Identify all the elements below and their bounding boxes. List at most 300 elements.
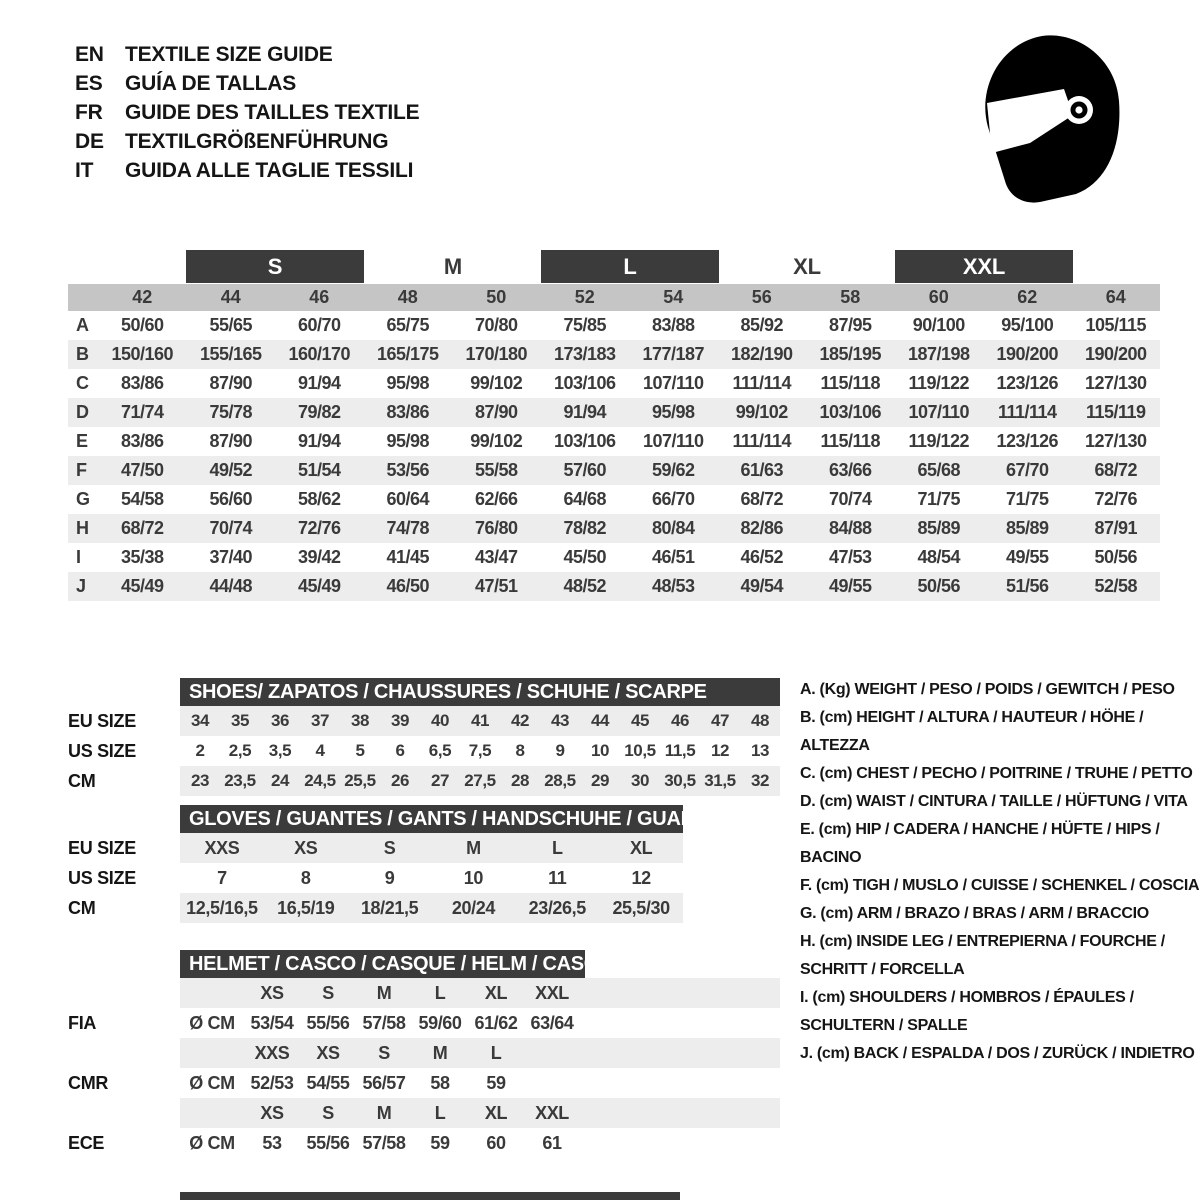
shoes-size-table xyxy=(68,678,780,796)
size-cell: 27,5 xyxy=(464,771,496,790)
table-row xyxy=(68,340,1160,369)
measurement-cell: 83/88 xyxy=(651,315,695,335)
measurement-cell: 57/60 xyxy=(563,460,607,480)
measurement-cell: 48/52 xyxy=(563,576,607,596)
helmet-section-title: HELMET / CASCO / CASQUE / HELM / CASCO xyxy=(180,950,585,978)
size-cell: 40 xyxy=(430,711,450,730)
measurement-cell: 165/175 xyxy=(376,344,439,364)
measurement-cell: 76/80 xyxy=(474,518,518,538)
measurement-cell: 72/76 xyxy=(1094,489,1138,509)
size-cell: 34 xyxy=(190,711,210,730)
size-cell: 23,5 xyxy=(224,771,256,790)
measurement-cell: 107/110 xyxy=(908,402,970,422)
measurement-cell: 127/130 xyxy=(1084,373,1147,393)
section-title-row xyxy=(68,805,712,833)
legend-item: F. (cm) TIGH / MUSLO / CUISSE / SCHENKEL / COSCIA xyxy=(800,877,1200,894)
measurement-cell: 85/89 xyxy=(1005,518,1049,538)
table-row xyxy=(68,398,1160,427)
measurement-cell: 49/55 xyxy=(828,576,872,596)
measurement-cell: 160/170 xyxy=(288,344,351,364)
helmet-value-row xyxy=(68,1008,780,1038)
measurement-cell: 75/85 xyxy=(563,315,607,335)
helmet-value-row xyxy=(68,1128,780,1158)
measurement-cell: 60/70 xyxy=(297,315,341,335)
size-cell: 11 xyxy=(548,867,567,888)
row-letter: G xyxy=(76,489,90,509)
measurement-cell: 63/66 xyxy=(828,460,872,480)
measurement-cell: 70/74 xyxy=(828,489,872,509)
table-row xyxy=(68,427,1160,456)
size-cell: 31,5 xyxy=(704,771,736,790)
measurement-cell: 65/75 xyxy=(386,315,430,335)
measurement-cell: 58/62 xyxy=(297,489,341,509)
measurement-cell: 71/74 xyxy=(120,402,164,422)
size-group-label: S xyxy=(186,250,364,283)
row-label: CM xyxy=(68,770,96,791)
measurement-cell: 91/94 xyxy=(297,431,341,451)
helmet-size-header-row xyxy=(68,978,780,1008)
row-letter: B xyxy=(76,344,89,364)
measurement-cell: 68/72 xyxy=(120,518,164,538)
helmet-size-cell: 59 xyxy=(486,1072,506,1093)
measurement-cell: 41/45 xyxy=(386,547,430,567)
size-cell: 4 xyxy=(315,741,325,760)
measurement-cell: 52/58 xyxy=(1094,576,1138,596)
row-label-spacer xyxy=(68,1098,180,1128)
size-cell: 28,5 xyxy=(544,771,576,790)
size-cell: 12,5/16,5 xyxy=(186,897,258,918)
measurement-cell: 43/47 xyxy=(474,547,518,567)
row-cells xyxy=(180,863,683,893)
measurement-cell: 95/98 xyxy=(386,373,430,393)
row-letter: J xyxy=(76,576,86,596)
language-row xyxy=(75,69,419,98)
language-row xyxy=(75,98,419,127)
language-code: IT xyxy=(75,158,94,182)
measurement-cell: 80/84 xyxy=(651,518,695,538)
measurement-cell: 51/54 xyxy=(297,460,341,480)
helmet-size-label: M xyxy=(376,1102,392,1123)
helmet-size-cell: 53 xyxy=(262,1132,282,1153)
table-row xyxy=(68,485,1160,514)
size-cell: 11,5 xyxy=(664,741,696,760)
measurement-cell: 68/72 xyxy=(1094,460,1138,480)
measurement-cell: 60/64 xyxy=(386,489,430,509)
row-letter: I xyxy=(76,547,81,567)
helmet-size-label: M xyxy=(376,982,392,1003)
table-row xyxy=(68,893,683,923)
measurement-cell: 87/90 xyxy=(209,431,253,451)
size-cell: 9 xyxy=(384,867,395,888)
helmet-size-cell: 60 xyxy=(486,1132,506,1153)
measurement-cell: 75/78 xyxy=(209,402,253,422)
size-cell: 3,5 xyxy=(268,741,292,760)
size-cell: 25,5/30 xyxy=(612,897,670,918)
size-cell: 6,5 xyxy=(428,741,452,760)
measurement-cell: 87/90 xyxy=(209,373,253,393)
measurement-cell: 59/62 xyxy=(651,460,695,480)
measurement-cell: 83/86 xyxy=(120,373,164,393)
size-cell: 39 xyxy=(390,711,410,730)
measurement-cell: 115/118 xyxy=(820,431,881,451)
size-cell: 7 xyxy=(217,867,227,888)
size-cell: 26 xyxy=(390,771,410,790)
table-row xyxy=(68,863,683,893)
measurement-cell: 99/102 xyxy=(470,431,523,451)
numeric-size: 58 xyxy=(840,287,861,307)
row-cells xyxy=(180,1098,780,1128)
row-cells xyxy=(180,736,780,766)
measurement-cell: 48/53 xyxy=(651,576,695,596)
size-cell: 10 xyxy=(463,867,484,888)
legend-item: A. (Kg) WEIGHT / PESO / POIDS / GEWITCH / PESO xyxy=(800,681,1175,698)
size-cell: 30,5 xyxy=(664,771,696,790)
guide-title: TEXTILE SIZE GUIDE xyxy=(125,42,333,66)
size-cell: 41 xyxy=(470,711,490,730)
measurement-cell: 44/48 xyxy=(209,576,253,596)
language-code: ES xyxy=(75,71,103,95)
language-row xyxy=(75,40,419,69)
measurement-cell: 185/195 xyxy=(819,344,882,364)
measurement-cell: 46/52 xyxy=(740,547,784,567)
helmet-size-cell: 63/64 xyxy=(530,1012,574,1033)
measurement-cell: 46/51 xyxy=(651,547,695,567)
row-cells xyxy=(180,978,780,1008)
measurement-cell: 95/98 xyxy=(386,431,430,451)
numeric-size: 42 xyxy=(132,287,153,307)
size-cell: XXS xyxy=(204,837,240,858)
row-letter: D xyxy=(76,402,89,422)
measurement-cell: 87/91 xyxy=(1094,518,1138,538)
helmet-size-label: S xyxy=(378,1042,390,1063)
size-cell: 8 xyxy=(300,867,311,888)
size-cell: 24 xyxy=(270,771,290,790)
measurement-cell: 103/106 xyxy=(819,402,882,422)
diameter-unit-label: Ø CM xyxy=(189,1012,235,1033)
numeric-size: 48 xyxy=(397,287,418,307)
row-letter: F xyxy=(76,460,87,480)
visor-pivot-center xyxy=(1075,106,1082,113)
legend-item: B. (cm) HEIGHT / ALTURA / HAUTEUR / HÖHE / ALTEZZA xyxy=(800,709,1144,754)
helmet-size-cell: 56/57 xyxy=(362,1072,406,1093)
legend-item: C. (cm) CHEST / PECHO / POITRINE / TRUHE / PETTO xyxy=(800,765,1193,782)
size-cell: 16,5/19 xyxy=(277,897,335,918)
helmet-size-label: L xyxy=(490,1042,502,1063)
measurement-cell: 62/66 xyxy=(474,489,518,509)
size-cell: 12 xyxy=(710,741,730,760)
measurement-cell: 50/56 xyxy=(1094,547,1138,567)
language-code: DE xyxy=(75,129,104,153)
size-cell: S xyxy=(383,837,396,858)
row-cells xyxy=(180,893,683,923)
helmet-standard-label: CMR xyxy=(68,1072,109,1093)
measurement-cell: 35/38 xyxy=(120,547,164,567)
measurement-cell: 123/126 xyxy=(996,373,1059,393)
helmet-size-cell: 57/58 xyxy=(362,1132,406,1153)
measurement-cell: 107/110 xyxy=(642,431,704,451)
language-code: EN xyxy=(75,42,104,66)
legend-item: G. (cm) ARM / BRAZO / BRAS / ARM / BRACCIO xyxy=(800,905,1149,922)
measurement-cell: 70/80 xyxy=(474,315,518,335)
legend-item: I. (cm) SHOULDERS / HOMBROS / ÉPAULES / SCHULTERN / SPALLE xyxy=(800,989,1134,1034)
measurement-cell: 71/75 xyxy=(1005,489,1049,509)
measurement-cell: 95/98 xyxy=(651,402,695,422)
measurement-cell: 45/49 xyxy=(297,576,341,596)
measurement-cell: 47/53 xyxy=(828,547,872,567)
measurement-cell: 47/51 xyxy=(474,576,518,596)
helmet-size-cell: 55/56 xyxy=(306,1012,350,1033)
size-cell: 24,5 xyxy=(304,771,336,790)
measurement-cell: 71/75 xyxy=(917,489,961,509)
table-row xyxy=(68,572,1160,601)
measurement-cell: 119/122 xyxy=(908,373,970,393)
measurement-cell: 74/78 xyxy=(386,518,430,538)
measurement-cell: 187/198 xyxy=(907,344,970,364)
helmet-size-label: XXL xyxy=(535,982,569,1003)
table-row xyxy=(68,833,683,863)
measurement-cell: 123/126 xyxy=(996,431,1059,451)
measurement-cell: 66/70 xyxy=(651,489,695,509)
row-cells xyxy=(180,1128,780,1158)
gloves-size-table xyxy=(68,805,712,923)
row-label-spacer xyxy=(68,978,180,1008)
size-cell: 47 xyxy=(710,711,730,730)
numeric-size: 44 xyxy=(220,287,241,307)
size-cell: 35 xyxy=(230,711,250,730)
measurement-cell: 54/58 xyxy=(120,489,164,509)
helmet-size-cell: 59 xyxy=(430,1132,450,1153)
textile-size-table xyxy=(68,250,1160,601)
measurement-cell: 115/118 xyxy=(820,373,881,393)
measurement-cell: 107/110 xyxy=(642,373,704,393)
table-row xyxy=(68,706,780,736)
guide-title: GUÍA DE TALLAS xyxy=(125,71,297,95)
section-title-row xyxy=(68,950,780,978)
table-row xyxy=(68,369,1160,398)
size-cell: 5 xyxy=(355,741,365,760)
row-letter: A xyxy=(76,315,89,335)
row-label-spacer xyxy=(68,1038,180,1068)
numeric-size: 64 xyxy=(1105,287,1126,307)
measurement-cell: 84/88 xyxy=(828,518,872,538)
size-cell: 48 xyxy=(750,711,770,730)
row-label: EU SIZE xyxy=(68,837,136,858)
measurement-cell: 170/180 xyxy=(465,344,528,364)
numeric-size: 54 xyxy=(663,287,684,307)
measurement-cell: 115/119 xyxy=(1085,402,1146,422)
size-cell: 9 xyxy=(555,741,565,760)
measurement-cell: 95/100 xyxy=(1001,315,1054,335)
size-cell: XL xyxy=(629,837,653,858)
measurement-cell: 67/70 xyxy=(1005,460,1049,480)
measurement-cell: 127/130 xyxy=(1084,431,1147,451)
measurement-cell: 182/190 xyxy=(730,344,793,364)
measurement-cell: 70/74 xyxy=(209,518,253,538)
measurement-cell: 111/114 xyxy=(732,373,792,393)
size-group-label: XXL xyxy=(895,250,1073,283)
helmet-standard-label: FIA xyxy=(68,1012,97,1033)
table-row xyxy=(68,311,1160,340)
guide-title: GUIDA ALLE TAGLIE TESSILI xyxy=(125,158,414,182)
helmet-size-label: S xyxy=(322,1102,334,1123)
language-row xyxy=(75,156,419,185)
numeric-size: 52 xyxy=(574,287,595,307)
guide-title: TEXTILGRÖßENFÜHRUNG xyxy=(125,129,389,153)
measurement-cell: 150/160 xyxy=(111,344,174,364)
measurement-cell: 111/114 xyxy=(997,402,1057,422)
numeric-size: 62 xyxy=(1017,287,1038,307)
table-row xyxy=(68,456,1160,485)
language-title-list xyxy=(75,40,419,185)
shoes-section-title: SHOES/ ZAPATOS / CHAUSSURES / SCHUHE / SCARPE xyxy=(180,678,780,706)
measurement-cell: 49/52 xyxy=(209,460,253,480)
measurement-cell: 85/92 xyxy=(740,315,784,335)
helmet-size-label: M xyxy=(432,1042,448,1063)
size-cell: 45 xyxy=(630,711,650,730)
language-row xyxy=(75,127,419,156)
size-cell: 43 xyxy=(550,711,570,730)
measurement-cell: 155/165 xyxy=(199,344,262,364)
size-cell: 36 xyxy=(270,711,290,730)
measurement-cell: 48/54 xyxy=(917,547,961,567)
helmet-size-label: S xyxy=(322,982,334,1003)
legend-item: H. (cm) INSIDE LEG / ENTREPIERNA / FOURCHE / SCHRITT / FORCELLA xyxy=(800,933,1165,978)
measurement-cell: 72/76 xyxy=(297,518,341,538)
helmet-size-cell: 54/55 xyxy=(306,1072,350,1093)
measurement-cell: 61/63 xyxy=(740,460,784,480)
size-group-label: L xyxy=(541,250,719,283)
size-cell: 23 xyxy=(190,771,210,790)
numeric-size: 50 xyxy=(486,287,507,307)
guide-title: GUIDE DES TAILLES TEXTILE xyxy=(125,100,420,124)
helmet-size-cell: 61 xyxy=(542,1132,562,1153)
row-letter: C xyxy=(76,373,89,393)
legend-item: D. (cm) WAIST / CINTURA / TAILLE / HÜFTUNG / VITA xyxy=(800,793,1188,810)
size-cell: 2 xyxy=(195,741,205,760)
measurement-cell: 78/82 xyxy=(563,518,607,538)
measurement-rows xyxy=(68,311,1160,601)
measurement-cell: 47/50 xyxy=(120,460,164,480)
size-cell: 12 xyxy=(631,867,651,888)
section-title-spacer xyxy=(68,950,180,978)
measurement-cell: 87/90 xyxy=(474,402,518,422)
measurement-cell: 119/122 xyxy=(908,431,970,451)
measurement-cell: 50/56 xyxy=(917,576,961,596)
table-row xyxy=(68,543,1160,572)
measurement-cell: 46/50 xyxy=(386,576,430,596)
size-cell: 25,5 xyxy=(344,771,376,790)
size-cell: 23/26,5 xyxy=(528,897,586,918)
next-section-header-partial xyxy=(180,1192,680,1200)
size-group-label: XL xyxy=(793,253,821,279)
measurement-cell: 53/56 xyxy=(386,460,430,480)
measurement-cell: 87/95 xyxy=(828,315,872,335)
helmet-size-label: XS xyxy=(316,1042,340,1063)
measurement-cell: 99/102 xyxy=(735,402,788,422)
size-cell: 7,5 xyxy=(468,741,492,760)
size-cell: 13 xyxy=(750,741,770,760)
measurement-cell: 56/60 xyxy=(209,489,253,509)
helmet-size-cell: 61/62 xyxy=(474,1012,518,1033)
measurement-cell: 79/82 xyxy=(297,402,341,422)
size-cell: 37 xyxy=(310,711,330,730)
row-letter: E xyxy=(76,431,88,451)
helmet-size-cell: 55/56 xyxy=(306,1132,350,1153)
measurement-cell: 85/89 xyxy=(917,518,961,538)
row-label: CM xyxy=(68,897,96,918)
table-row xyxy=(68,766,780,796)
measurement-cell: 105/115 xyxy=(1085,315,1147,335)
measurement-cell: 45/49 xyxy=(120,576,164,596)
size-group-header-row xyxy=(68,250,1160,284)
section-title-spacer xyxy=(68,678,180,706)
size-cell: XS xyxy=(294,837,318,858)
size-cell: 29 xyxy=(590,771,610,790)
helmet-size-cell: 57/58 xyxy=(362,1012,406,1033)
helmet-size-label: XL xyxy=(484,982,508,1003)
numeric-size: 60 xyxy=(928,287,949,307)
row-cells xyxy=(180,833,683,863)
measurement-cell: 190/200 xyxy=(996,344,1059,364)
size-cell: 10,5 xyxy=(624,741,656,760)
table-row xyxy=(68,736,780,766)
size-cell: 44 xyxy=(590,711,610,730)
size-cell: 42 xyxy=(510,711,530,730)
measurement-cell: 91/94 xyxy=(563,402,607,422)
helmet-size-cell: 52/53 xyxy=(250,1072,294,1093)
row-letter: H xyxy=(76,518,89,538)
helmet-size-label: L xyxy=(434,1102,446,1123)
measurement-legend xyxy=(800,676,1200,1068)
section-title-spacer xyxy=(68,805,180,833)
measurement-cell: 111/114 xyxy=(732,431,792,451)
measurement-cell: 51/56 xyxy=(1005,576,1049,596)
measurement-cell: 173/183 xyxy=(553,344,616,364)
measurement-cell: 90/100 xyxy=(912,315,965,335)
measurement-cell: 49/55 xyxy=(1005,547,1049,567)
helmet-size-label: L xyxy=(434,982,446,1003)
measurement-cell: 103/106 xyxy=(553,431,616,451)
measurement-cell: 39/42 xyxy=(297,547,341,567)
size-cell: 10 xyxy=(590,741,610,760)
row-cells xyxy=(180,706,780,736)
diameter-unit-label: Ø CM xyxy=(189,1132,235,1153)
size-cell: 32 xyxy=(750,771,770,790)
helmet-size-cell: 53/54 xyxy=(250,1012,294,1033)
helmet-value-row xyxy=(68,1068,780,1098)
row-label: US SIZE xyxy=(68,867,136,888)
helmet-size-cell: 59/60 xyxy=(418,1012,462,1033)
helmet-size-label: XXL xyxy=(535,1102,569,1123)
table-row xyxy=(68,514,1160,543)
helmet-size-header-row xyxy=(68,1098,780,1128)
legend-item: J. (cm) BACK / ESPALDA / DOS / ZURÜCK / INDIETRO xyxy=(800,1045,1195,1062)
diameter-unit-label: Ø CM xyxy=(189,1072,235,1093)
measurement-cell: 55/65 xyxy=(209,315,253,335)
helmet-standard-label: ECE xyxy=(68,1132,105,1153)
size-cell: 38 xyxy=(350,711,370,730)
measurement-cell: 177/187 xyxy=(642,344,705,364)
measurement-cell: 91/94 xyxy=(297,373,341,393)
section-title-row xyxy=(68,678,780,706)
size-cell: 28 xyxy=(510,771,530,790)
numeric-size: 46 xyxy=(309,287,330,307)
helmet-size-table xyxy=(68,950,780,1158)
measurement-cell: 55/58 xyxy=(474,460,518,480)
size-cell: M xyxy=(466,837,481,858)
measurement-cell: 190/200 xyxy=(1084,344,1147,364)
size-cell: 18/21,5 xyxy=(360,897,419,918)
